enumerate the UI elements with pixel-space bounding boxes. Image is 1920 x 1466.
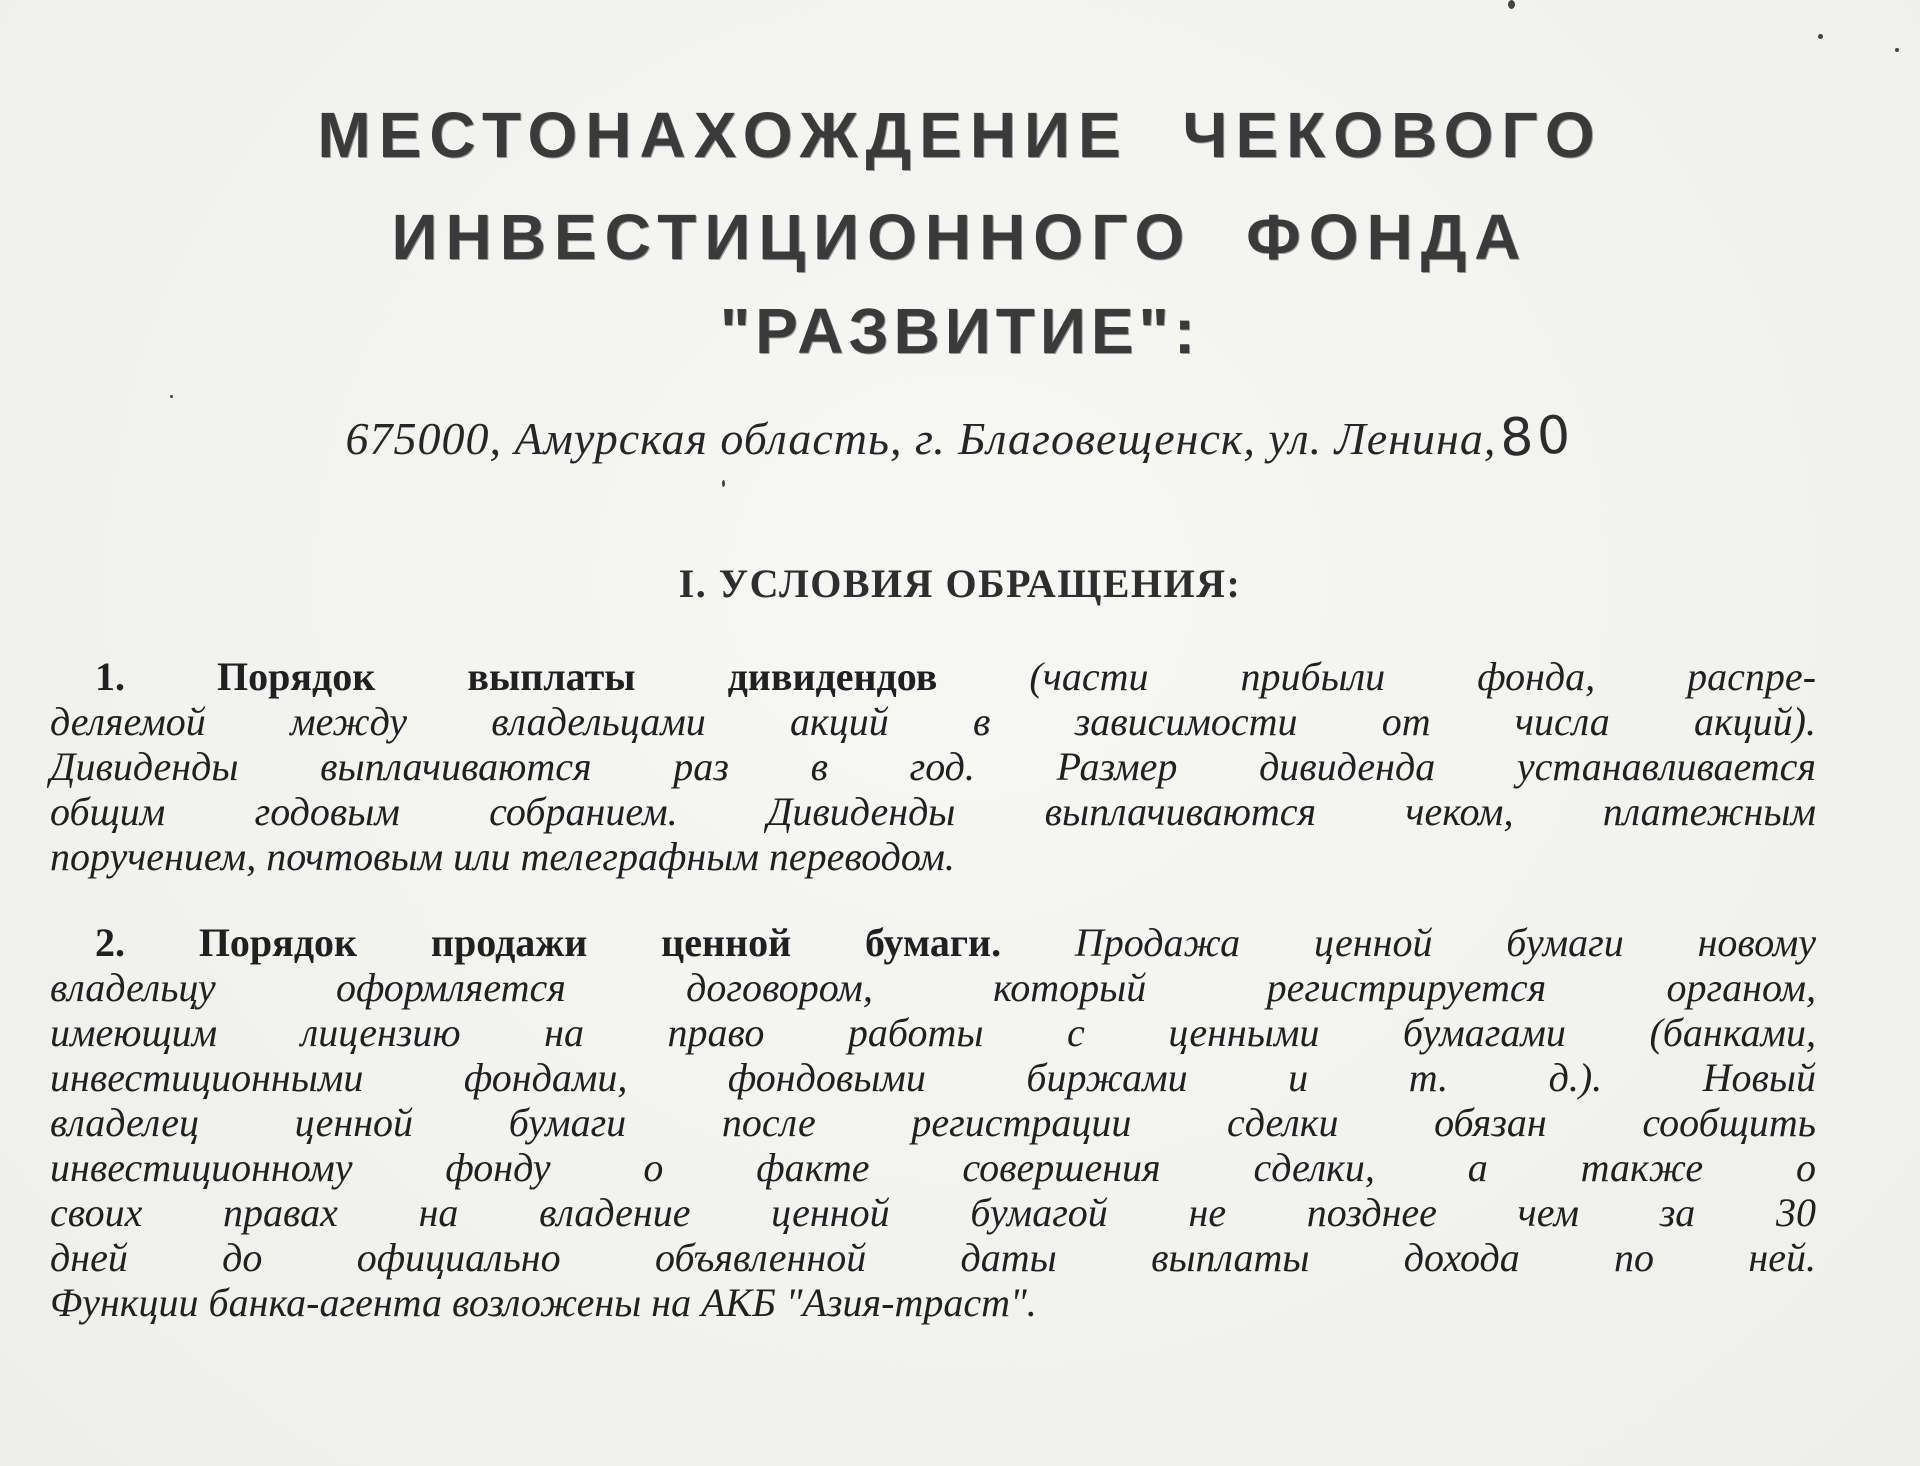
- fund-address: [0, 407, 1920, 467]
- paragraph-line: [50, 920, 1816, 965]
- paragraph-lead: 1. Порядок выплаты дивидендов: [95, 654, 938, 699]
- scan-speck: [1818, 34, 1823, 39]
- paragraph-text: (части прибыли фонда, распре-: [1029, 654, 1817, 699]
- paragraph-line: владелец ценной бумаги после регистрации сделки обязан сообщить: [50, 1100, 1816, 1145]
- paragraph-line: своих правах на владение ценной бумагой не позднее чем за 30: [50, 1190, 1816, 1235]
- paragraph-line: инвестиционными фондами, фондовыми биржами и т. д.). Новый: [50, 1055, 1816, 1100]
- scan-speck: [1508, 0, 1515, 9]
- section-heading: I. УСЛОВИЯ ОБРАЩЕНИЯ:: [678, 561, 1242, 606]
- paragraph-dividends: [50, 654, 1816, 879]
- title-line-3: "РАЗВИТИЕ":: [719, 295, 1201, 367]
- scan-speck: [170, 395, 173, 398]
- paragraph-line: поручением, почтовым или телеграфным переводом.: [50, 834, 955, 879]
- paragraph-sale: [50, 920, 1816, 1325]
- paragraph-text: Продажа ценной бумаги новому: [1074, 920, 1817, 965]
- title-line-1: МЕСТОНАХОЖДЕНИЕ ЧЕКОВОГО: [317, 99, 1603, 171]
- paragraph-line: владельцу оформляется договором, который регистрируется органом,: [50, 965, 1816, 1010]
- handwritten-house-number: 80: [1498, 405, 1577, 469]
- paragraph-line: инвестиционному фонду о факте совершения сделки, а также о: [50, 1145, 1816, 1190]
- paragraph-lead: 2. Порядок продажи ценной бумаги.: [95, 920, 1002, 965]
- paragraph-line: имеющим лицензию на право работы с ценными бумагами (банками,: [50, 1010, 1816, 1055]
- paragraph-line: общим годовым собранием. Дивиденды выплачиваются чеком, платежным: [50, 789, 1816, 834]
- paragraph-line: [50, 654, 1816, 699]
- paragraph-line: Функции банка-агента возложены на АКБ "Азия-траст".: [50, 1280, 1037, 1325]
- address-text: 675000, Амурская область, г. Благовещенск, ул. Ленина,: [345, 413, 1497, 464]
- paragraph-line: деляемой между владельцами акций в зависимости от числа акций).: [50, 699, 1816, 744]
- paragraph-line: дней до официально объявленной даты выплаты дохода по ней.: [50, 1235, 1816, 1280]
- paragraph-line: Дивиденды выплачиваются раз в год. Размер дивиденда устанавливается: [50, 744, 1816, 789]
- scan-speck: [1895, 48, 1899, 52]
- scan-speck: [722, 480, 725, 487]
- title-line-2: ИНВЕСТИЦИОННОГО ФОНДА: [391, 201, 1529, 273]
